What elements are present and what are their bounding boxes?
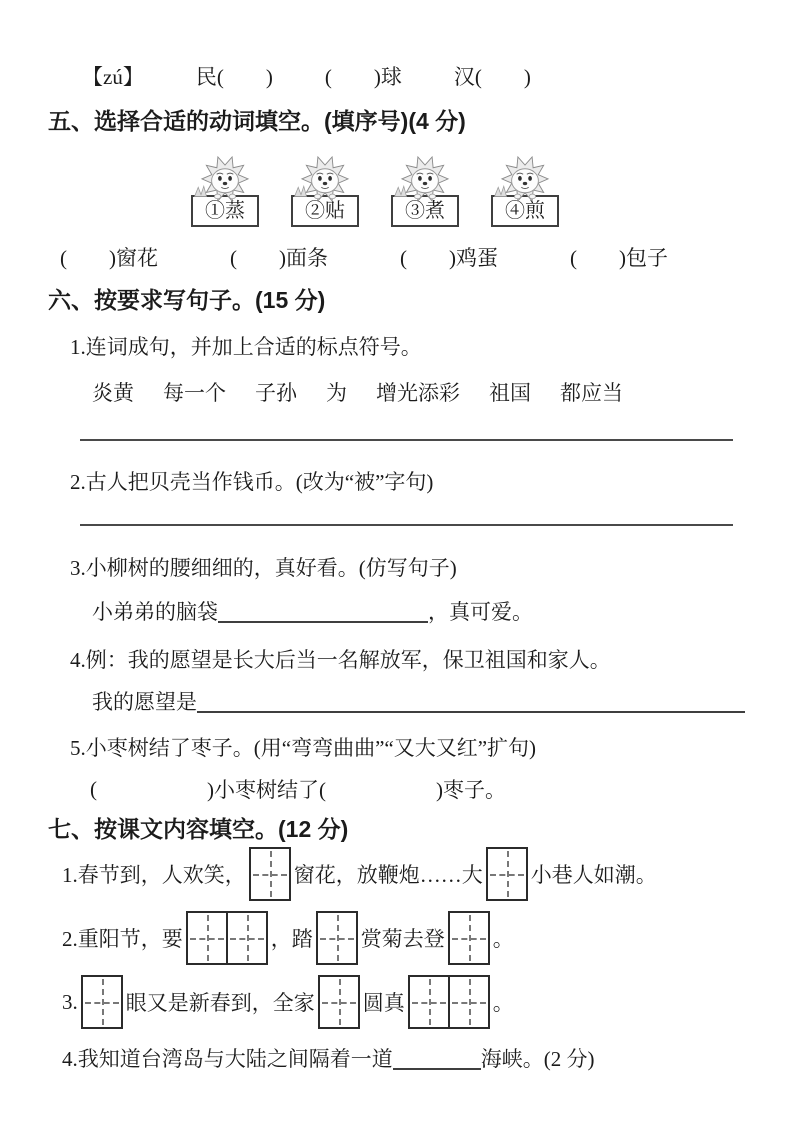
writing-grid-box xyxy=(486,847,528,901)
line-text: )枣子。 xyxy=(436,778,506,802)
question-6-3-answer xyxy=(92,596,793,626)
hedgehog-icon xyxy=(190,154,260,202)
writing-grid-box xyxy=(408,975,490,1029)
writing-grid-cell xyxy=(316,911,358,965)
verb-card xyxy=(490,154,560,227)
verb-card-label: ②贴 xyxy=(291,195,359,227)
list-text-item: 民( ) xyxy=(195,65,273,89)
pinyin-items xyxy=(196,61,531,91)
question-6-4-answer xyxy=(92,686,793,716)
question-7-2 xyxy=(62,910,793,966)
hedgehog-icon xyxy=(290,154,360,202)
question-6-2: 2.古人把贝壳当作钱币。(改为“被”字句) xyxy=(70,470,434,494)
verb-card xyxy=(190,154,260,227)
list-text-item: ( )球 xyxy=(324,65,402,89)
question-7-3 xyxy=(62,974,793,1030)
list-text-item: 汉( ) xyxy=(453,65,531,89)
writing-grid-cell xyxy=(249,847,291,901)
writing-grid-box xyxy=(318,975,360,1029)
section-six-heading: 六、按要求写句子。(15 分) xyxy=(48,287,326,313)
answer-line xyxy=(80,524,733,526)
pinyin-question-row xyxy=(82,62,793,90)
section-five-heading: 五、选择合适的动词填空。(填序号)(4 分) xyxy=(48,108,466,134)
answer-blank xyxy=(218,600,428,623)
line-text: 海峡。(2 分) xyxy=(480,1047,595,1071)
verb-cards-row xyxy=(190,154,793,227)
paren-gap xyxy=(326,779,436,800)
writing-grid-box xyxy=(448,911,490,965)
verb-fill-row xyxy=(60,243,793,271)
hedgehog-icon xyxy=(390,154,460,202)
question-6-5-answer xyxy=(90,774,793,804)
line-text: )小枣树结了( xyxy=(207,778,326,802)
list-text-item: 炎黄 xyxy=(92,381,134,405)
list-text-item: 都应当 xyxy=(560,381,623,405)
question-7-1 xyxy=(62,846,793,902)
line-text: ，真可爱。 xyxy=(428,600,533,624)
line-text: 窗花，放鞭炮……大 xyxy=(293,863,483,887)
verb-card-label: ③煮 xyxy=(391,195,459,227)
writing-grid-cell xyxy=(486,847,528,901)
list-text-item: ( )包子 xyxy=(570,246,668,270)
line-text: 。 xyxy=(492,991,514,1015)
writing-grid-cell xyxy=(226,911,268,965)
hedgehog-icon xyxy=(490,154,560,202)
question-6-1: 1.连词成句，并加上合适的标点符号。 xyxy=(70,335,422,359)
answer-line xyxy=(80,439,733,441)
line-text: 。 xyxy=(492,927,514,951)
line-text: 圆真 xyxy=(362,991,405,1015)
list-text-item: 为 xyxy=(326,381,347,405)
word-bank-row xyxy=(92,378,793,406)
list-text-item: 每一个 xyxy=(163,381,226,405)
verb-card-label: ④煎 xyxy=(491,195,559,227)
pinyin-bracket: 【zú】 xyxy=(82,65,144,89)
line-text: 3. xyxy=(62,989,78,1014)
question-7-4 xyxy=(62,1044,793,1072)
question-6-4: 4.例：我的愿望是长大后当一名解放军，保卫祖国和家人。 xyxy=(70,648,611,672)
line-text: ( xyxy=(90,776,97,801)
paren-gap xyxy=(97,779,207,800)
writing-grid-cell xyxy=(81,975,123,1029)
verb-card xyxy=(390,154,460,227)
line-text: 我的愿望是 xyxy=(92,690,197,714)
list-text-item: 子孙 xyxy=(255,381,297,405)
section-seven-heading: 七、按课文内容填空。(12 分) xyxy=(48,816,349,842)
line-text: 小弟弟的脑袋 xyxy=(92,600,218,624)
answer-blank xyxy=(393,1047,481,1070)
list-text-item: ( )鸡蛋 xyxy=(400,246,498,270)
writing-grid-cell xyxy=(448,911,490,965)
writing-grid-box xyxy=(249,847,291,901)
list-text-item: 祖国 xyxy=(489,381,531,405)
writing-grid-box xyxy=(81,975,123,1029)
writing-grid-box xyxy=(316,911,358,965)
line-text: 1.春节到，人欢笑， xyxy=(62,863,246,887)
question-6-3: 3.小柳树的腰细细的，真好看。(仿写句子) xyxy=(70,556,457,580)
list-text-item: ( )面条 xyxy=(230,246,328,270)
line-text: 4.我知道台湾岛与大陆之间隔着一道 xyxy=(62,1047,393,1071)
list-text-item: 增光添彩 xyxy=(376,381,460,405)
line-text: ，踏 xyxy=(270,927,313,951)
writing-grid-cell xyxy=(448,975,490,1029)
list-text-item: ( )窗花 xyxy=(60,246,158,270)
question-6-5: 5.小枣树结了枣子。(用“弯弯曲曲”“又大又红”扩句) xyxy=(70,736,537,760)
line-text: 眼又是新春到，全家 xyxy=(125,991,315,1015)
verb-card xyxy=(290,154,360,227)
line-text: 小巷人如潮。 xyxy=(530,863,657,887)
line-text: 2.重阳节，要 xyxy=(62,927,183,951)
writing-grid-cell xyxy=(186,911,228,965)
writing-grid-box xyxy=(186,911,268,965)
line-text: 赏菊去登 xyxy=(360,927,445,951)
writing-grid-cell xyxy=(318,975,360,1029)
answer-blank xyxy=(197,690,745,713)
verb-card-label: ①蒸 xyxy=(191,195,259,227)
writing-grid-cell xyxy=(408,975,450,1029)
